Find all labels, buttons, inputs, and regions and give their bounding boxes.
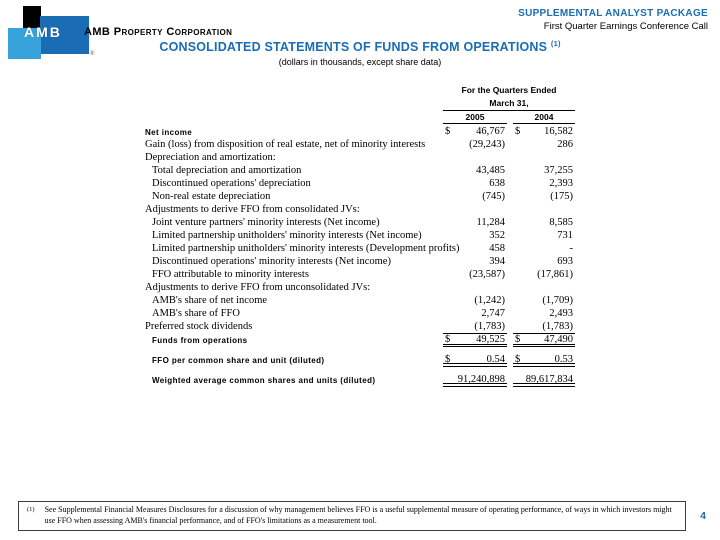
- column-header-2004: 2004: [513, 112, 575, 124]
- page-subtitle: (dollars in thousands, except share data): [278, 57, 442, 68]
- dollar-sign: $: [515, 334, 521, 345]
- table-row: [145, 165, 581, 178]
- table-body: [145, 126, 581, 387]
- table-row: [145, 243, 581, 256]
- row-label: Joint venture partners' minority interests (Net income): [152, 217, 380, 228]
- value-2004: (175): [550, 191, 573, 202]
- value-cell-2004: [513, 243, 575, 256]
- table-row: [145, 126, 581, 139]
- package-title: SUPPLEMENTAL ANALYST PACKAGE: [518, 8, 708, 19]
- value-cell-2004: [513, 139, 575, 152]
- value-2005: 46,767: [476, 126, 505, 137]
- value-2005: 352: [489, 230, 505, 241]
- value-cell-2005: [443, 126, 507, 139]
- table-row: [145, 204, 581, 217]
- value-2005: (745): [482, 191, 505, 202]
- table-row: [145, 139, 581, 152]
- value-cell-2005: [443, 354, 507, 367]
- value-cell-2005: [443, 243, 507, 256]
- value-cell-2005: [443, 139, 507, 152]
- value-2004: (1,783): [542, 321, 573, 332]
- value-cell-2004: [513, 282, 575, 295]
- page-title-text: CONSOLIDATED STATEMENTS OF FUNDS FROM OPERATIONS: [159, 40, 548, 55]
- value-cell-2005: [443, 178, 507, 191]
- value-cell-2005: [443, 269, 507, 282]
- value-cell-2005: [443, 282, 507, 295]
- row-label: Discontinued operations' depreciation: [152, 178, 311, 189]
- row-label: Limited partnership unitholders' minority interests (Development profits): [152, 243, 460, 254]
- value-2004: (1,709): [542, 295, 573, 306]
- row-label: FFO per common share and unit (diluted): [152, 356, 325, 365]
- value-cell-2004: [513, 334, 575, 347]
- value-cell-2005: [443, 217, 507, 230]
- value-cell-2005: [443, 230, 507, 243]
- company-name: AMB Property Corporation: [84, 26, 233, 38]
- table-row: [145, 308, 581, 321]
- value-cell-2004: [513, 354, 575, 367]
- column-headers: [443, 112, 575, 124]
- page-title: [0, 39, 720, 54]
- value-cell-2004: [513, 217, 575, 230]
- value-2004: 2,493: [549, 308, 573, 319]
- title-footnote-ref: (1): [550, 39, 561, 48]
- value-2005: 11,284: [476, 217, 505, 228]
- dollar-sign: $: [445, 334, 451, 345]
- value-cell-2005: [443, 308, 507, 321]
- value-cell-2004: [513, 178, 575, 191]
- table-row: [145, 334, 581, 347]
- dollar-sign: $: [445, 354, 451, 365]
- value-cell-2004: [513, 152, 575, 165]
- value-cell-2005: [443, 204, 507, 217]
- row-label: AMB's share of net income: [152, 295, 268, 306]
- value-cell-2004: [513, 256, 575, 269]
- value-cell-2004: [513, 126, 575, 139]
- row-label: FFO attributable to minority interests: [152, 269, 309, 280]
- value-cell-2005: [443, 152, 507, 165]
- logo-wordmark: AMB: [24, 24, 62, 40]
- row-label: AMB's share of FFO: [152, 308, 240, 319]
- table-row: [145, 256, 581, 269]
- value-2004: 286: [557, 139, 573, 150]
- row-label: Non-real estate depreciation: [152, 191, 271, 202]
- row-label: Adjustments to derive FFO from consolidated JVs:: [145, 204, 360, 215]
- table-row: [145, 282, 581, 295]
- footnote-text: See Supplemental Financial Measures Disclosures for a discussion of why management believes FFO is a useful supplemental measure of operating performance, of ways in which investors might use FFO when assessing AMB's financial performance, and of FFO's limitations as a measurement tool.: [44, 505, 672, 525]
- value-2004: -: [569, 243, 573, 254]
- table-row: [145, 152, 581, 165]
- value-cell-2005: [443, 165, 507, 178]
- title-block: [0, 39, 720, 67]
- value-2005: 49,525: [476, 334, 505, 345]
- value-2005: 91,240,898: [457, 374, 505, 385]
- row-label: Depreciation and amortization:: [145, 152, 276, 163]
- page-number: 4: [700, 510, 706, 522]
- table-row: [145, 374, 581, 387]
- table-row: [145, 178, 581, 191]
- value-cell-2004: [513, 308, 575, 321]
- value-2005: 458: [489, 243, 505, 254]
- value-2005: 638: [489, 178, 505, 189]
- value-cell-2005: [443, 256, 507, 269]
- value-cell-2005: [443, 374, 507, 387]
- value-cell-2005: [443, 334, 507, 347]
- value-2005: (23,587): [469, 269, 505, 280]
- value-2004: 37,255: [544, 165, 573, 176]
- period-date: March 31,: [443, 97, 575, 111]
- dollar-sign: $: [445, 126, 451, 137]
- row-label: Weighted average common shares and units (diluted): [152, 376, 376, 385]
- dollar-sign: $: [515, 354, 521, 365]
- value-cell-2004: [513, 374, 575, 387]
- value-2004: 0.53: [554, 354, 573, 365]
- table-header: [443, 84, 575, 124]
- row-label: Gain (loss) from disposition of real estate, net of minority interests: [145, 139, 426, 150]
- row-label: Preferred stock dividends: [145, 321, 253, 332]
- value-2005: 0.54: [486, 354, 505, 365]
- value-cell-2004: [513, 191, 575, 204]
- value-2004: [573, 152, 575, 165]
- value-2005: 43,485: [476, 165, 505, 176]
- row-label: Funds from operations: [152, 336, 248, 345]
- value-cell-2004: [513, 230, 575, 243]
- value-2004: 693: [557, 256, 573, 267]
- value-2004: 2,393: [549, 178, 573, 189]
- value-2004: [573, 282, 575, 295]
- value-2005: [505, 282, 507, 295]
- value-2004: 731: [557, 230, 573, 241]
- header-right: [518, 8, 708, 32]
- table-row: [145, 354, 581, 367]
- value-cell-2004: [513, 165, 575, 178]
- value-cell-2005: [443, 295, 507, 308]
- period-header: For the Quarters Ended: [461, 85, 557, 95]
- value-2005: [505, 152, 507, 165]
- value-cell-2004: [513, 321, 575, 334]
- table-row: [145, 269, 581, 282]
- value-2005: 394: [489, 256, 505, 267]
- table-row: [145, 230, 581, 243]
- row-label: Limited partnership unitholders' minority interests (Net income): [152, 230, 422, 241]
- value-2004: [573, 204, 575, 217]
- row-label: Discontinued operations' minority interests (Net income): [152, 256, 391, 267]
- value-2004: (17,861): [537, 269, 573, 280]
- value-2004: 89,617,834: [525, 374, 573, 385]
- value-2005: (29,243): [469, 139, 505, 150]
- table-row: [145, 217, 581, 230]
- package-subtitle: First Quarter Earnings Conference Call: [543, 21, 708, 32]
- column-header-2005: 2005: [443, 112, 507, 124]
- footnote-box: [18, 501, 686, 531]
- value-cell-2004: [513, 269, 575, 282]
- value-2005: [505, 204, 507, 217]
- value-2004: 8,585: [549, 217, 573, 228]
- registered-trademark-icon: ®: [90, 51, 95, 57]
- value-cell-2004: [513, 295, 575, 308]
- value-2004: 47,490: [544, 334, 573, 345]
- row-label: Net income: [145, 128, 193, 137]
- dollar-sign: $: [515, 126, 521, 137]
- footnote-marker: (1): [27, 506, 35, 513]
- ffo-statement-table: [145, 84, 581, 387]
- table-row: [145, 295, 581, 308]
- value-2005: (1,783): [474, 321, 505, 332]
- value-2005: 2,747: [481, 308, 505, 319]
- value-2004: 16,582: [544, 126, 573, 137]
- table-row: [145, 321, 581, 334]
- table-row: [145, 191, 581, 204]
- value-2005: (1,242): [474, 295, 505, 306]
- row-label: Total depreciation and amortization: [152, 165, 302, 176]
- value-cell-2005: [443, 321, 507, 334]
- value-cell-2004: [513, 204, 575, 217]
- row-label: Adjustments to derive FFO from unconsolidated JVs:: [145, 282, 371, 293]
- value-cell-2005: [443, 191, 507, 204]
